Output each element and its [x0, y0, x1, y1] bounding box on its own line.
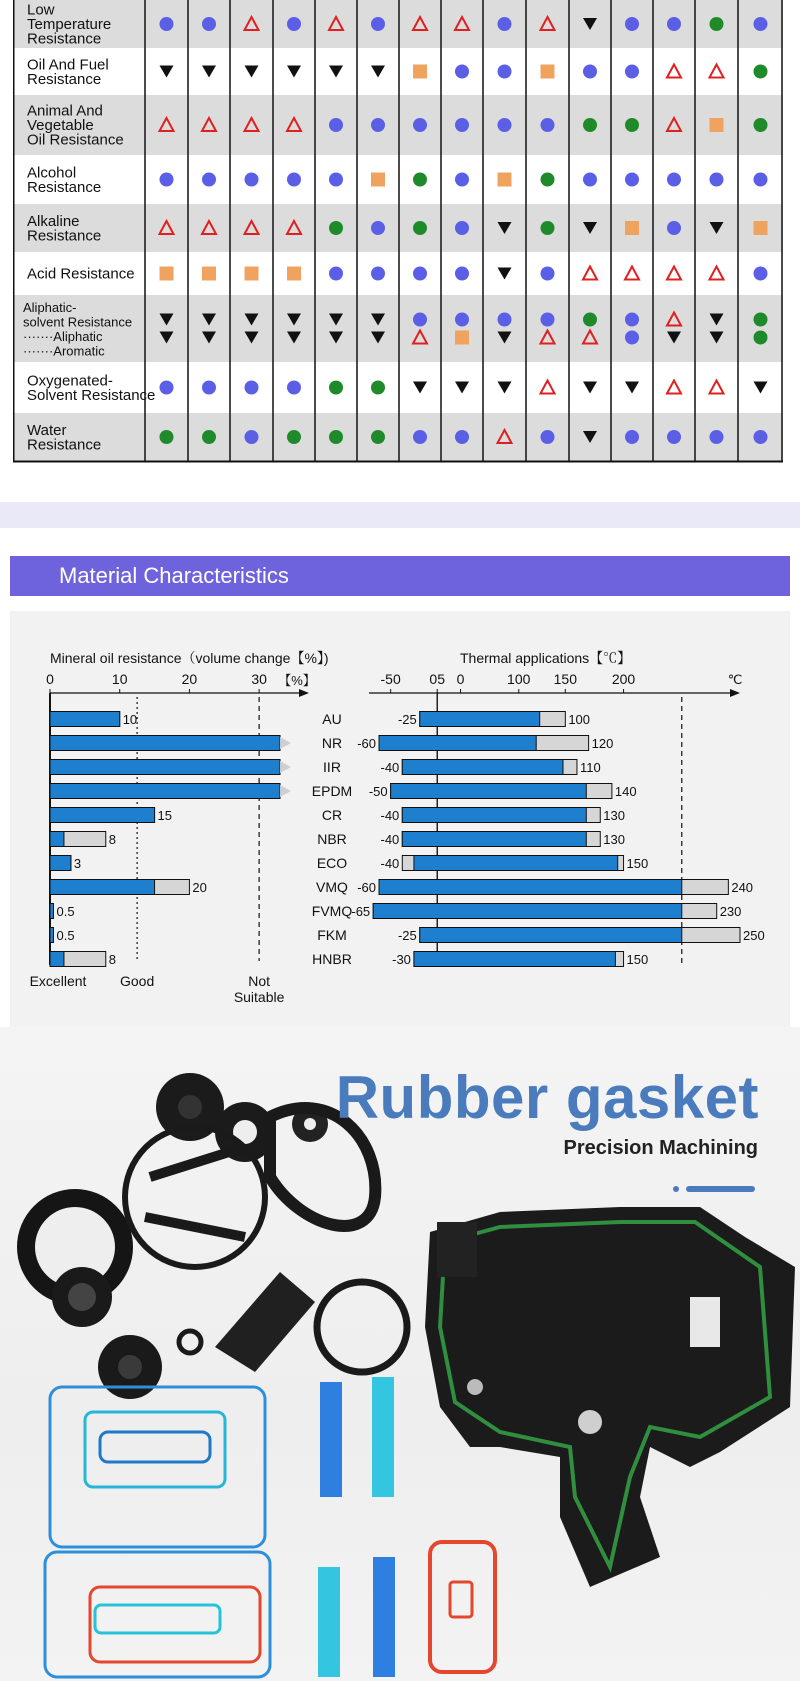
table-symbol	[371, 430, 385, 444]
oil-bar	[50, 784, 280, 799]
row-label: Resistance	[27, 178, 102, 196]
material-label: NBR	[317, 831, 347, 847]
thermal-max-label: 130	[603, 832, 625, 847]
thermal-bar-fill	[414, 952, 615, 967]
oil-value-label: 0.5	[56, 928, 75, 943]
table-symbol	[287, 381, 301, 395]
row-label: ·······Aliphatic	[23, 328, 103, 344]
table-symbol	[754, 173, 768, 187]
oil-chart-title: Mineral oil resistance（volume change【%】)	[50, 650, 329, 666]
table-symbol	[498, 65, 512, 79]
thermal-min-label: -60	[357, 880, 376, 895]
oil-axis-arrow	[299, 689, 309, 697]
table-symbol	[667, 430, 681, 444]
oil-bar-fill	[50, 712, 120, 727]
material-label: CR	[321, 807, 343, 823]
section-title: Material Characteristics	[59, 563, 289, 588]
material-label: ECO	[316, 855, 348, 871]
row-label: Resistance	[27, 436, 102, 454]
material-label: VMQ	[316, 879, 348, 895]
thermal-bar-fill	[379, 736, 536, 751]
table-symbol	[455, 65, 469, 79]
row-label: Oil And Fuel	[27, 56, 109, 74]
row-label: solvent Resistance	[23, 314, 133, 330]
thermal-tick-label: 200	[611, 671, 636, 687]
row-label: Alkaline	[27, 212, 80, 230]
thermal-bar-fill	[420, 712, 540, 727]
table-symbol	[202, 381, 216, 395]
section-header	[10, 556, 790, 596]
product-banner	[0, 1027, 800, 1681]
table-symbol	[371, 118, 385, 132]
table-symbol	[625, 313, 639, 327]
thermal-bar-fill	[391, 784, 587, 799]
thermal-min-label: -40	[380, 856, 400, 871]
table-symbol	[583, 118, 597, 132]
thermal-max-label: 100	[568, 712, 591, 727]
oil-tick-label: 10	[111, 671, 128, 687]
row-label: Resistance	[27, 70, 102, 88]
table-symbol	[329, 381, 343, 395]
thermal-bar-fill	[402, 832, 586, 847]
oil-value-label: 3	[73, 856, 82, 871]
table-symbol	[287, 173, 301, 187]
table-symbol	[754, 331, 768, 345]
oil-bar	[50, 736, 280, 751]
thermal-tick-label: 100	[507, 671, 531, 687]
thermal-max-label: 230	[719, 904, 742, 919]
table-symbol	[625, 221, 639, 235]
oil-bar-fill	[50, 856, 71, 871]
table-symbol	[413, 118, 427, 132]
thermal-min-label: -25	[397, 928, 417, 943]
oil-bar-fill	[50, 952, 64, 967]
table-symbol	[498, 313, 512, 327]
table-symbol	[371, 173, 385, 187]
table-symbol	[541, 267, 555, 281]
table-symbol	[287, 430, 301, 444]
table-symbol	[625, 331, 639, 345]
thermal-tick-label: 0	[456, 671, 465, 687]
table-symbol	[625, 17, 639, 31]
row-label: ·······Aromatic	[23, 343, 105, 359]
promo-title: Rubber gasket	[335, 1064, 759, 1131]
table-symbol	[498, 118, 512, 132]
table-symbol	[160, 430, 174, 444]
thermal-max-label: 150	[626, 952, 649, 967]
table-symbol	[287, 17, 301, 31]
table-symbol	[754, 267, 768, 281]
material-characteristics-panel	[10, 611, 790, 1027]
table-symbol	[202, 430, 216, 444]
table-symbol	[583, 313, 597, 327]
oil-tick-label: 20	[181, 671, 198, 687]
table-symbol	[498, 173, 512, 187]
oil-value-label: 0.5	[56, 904, 75, 919]
table-row	[13, 95, 783, 155]
thermal-bar-fill	[420, 928, 682, 943]
thermal-bar-fill	[414, 856, 618, 871]
thermal-min-label: -40	[380, 760, 400, 775]
material-label: HNBR	[312, 951, 352, 967]
thermal-tick-label: 150	[553, 671, 578, 687]
table-symbol	[329, 430, 343, 444]
oil-value-label: 20	[192, 880, 207, 895]
thermal-min-label: -40	[380, 832, 400, 847]
blue-combs	[318, 1377, 395, 1677]
table-symbol	[541, 118, 555, 132]
table-symbol	[202, 173, 216, 187]
oil-overflow-arrow	[280, 761, 291, 773]
thermal-bar-fill	[402, 760, 563, 775]
table-symbol	[455, 267, 469, 281]
table-symbol	[583, 65, 597, 79]
table-symbol	[710, 17, 724, 31]
thermal-chart-title: Thermal applications【℃】	[460, 650, 632, 666]
oil-tick-label: 0	[46, 671, 54, 687]
table-symbol	[498, 17, 512, 31]
row-label: Low	[27, 1, 55, 19]
table-symbol	[455, 313, 469, 327]
resistance-table	[13, 0, 783, 464]
table-symbol	[413, 173, 427, 187]
table-symbol	[202, 17, 216, 31]
table-symbol	[329, 118, 343, 132]
thermal-max-label: 120	[591, 736, 614, 751]
table-symbol	[413, 430, 427, 444]
table-symbol	[413, 65, 427, 79]
oil-value-label: 15	[157, 808, 173, 823]
thermal-max-label: 240	[731, 880, 754, 895]
table-symbol	[455, 430, 469, 444]
table-symbol	[287, 267, 301, 281]
table-symbol	[667, 173, 681, 187]
row-label: Resistance	[27, 30, 102, 48]
thermal-axis-arrow	[730, 689, 740, 697]
material-label: EPDM	[311, 783, 353, 799]
engine-cover	[425, 1207, 795, 1587]
oil-value-label: 8	[108, 832, 116, 847]
table-symbol	[754, 313, 768, 327]
oil-bar-fill	[50, 904, 53, 919]
zone-label: Suitable	[233, 989, 285, 1005]
table-symbol	[625, 173, 639, 187]
row-label: Resistance	[27, 227, 102, 245]
table-symbol	[583, 173, 597, 187]
table-symbol	[245, 381, 259, 395]
material-label: AU	[322, 711, 342, 727]
table-symbol	[541, 313, 555, 327]
oil-overflow-arrow	[280, 737, 291, 749]
table-symbol	[754, 118, 768, 132]
oil-bar-fill	[50, 928, 53, 943]
table-symbol	[329, 267, 343, 281]
thermal-min-label: -30	[392, 952, 411, 967]
oil-bar-fill	[50, 880, 155, 895]
table-symbol	[160, 173, 174, 187]
material-label: IIR	[323, 759, 341, 775]
oil-bar	[50, 760, 280, 775]
thermal-min-label: -50	[368, 784, 388, 799]
table-symbol	[371, 221, 385, 235]
table-symbol	[371, 267, 385, 281]
material-label: FVMQ	[311, 903, 353, 919]
thermal-max-label: 140	[614, 784, 637, 799]
thermal-min-label: -65	[351, 904, 371, 919]
table-symbol	[371, 381, 385, 395]
table-symbol	[160, 267, 174, 281]
table-symbol	[160, 381, 174, 395]
oil-tick-label: 30	[251, 671, 267, 687]
table-symbol	[329, 221, 343, 235]
table-symbol	[245, 430, 259, 444]
accent-dot	[673, 1186, 679, 1192]
table-symbol	[667, 221, 681, 235]
accent-line	[686, 1186, 755, 1192]
table-symbol	[202, 267, 216, 281]
row-label: Aliphatic-	[23, 299, 77, 315]
thermal-max-label: 130	[603, 808, 625, 823]
table-symbol	[541, 65, 555, 79]
table-symbol	[329, 173, 343, 187]
oil-value-label: 10	[122, 712, 138, 727]
table-symbol	[455, 173, 469, 187]
thermal-min-label: -40	[380, 808, 400, 823]
section-divider	[0, 502, 800, 528]
table-symbol	[455, 118, 469, 132]
thermal-tick-label: 05	[429, 671, 446, 687]
thermal-min-label: -25	[397, 712, 417, 727]
thermal-unit-label: ℃	[727, 672, 743, 687]
table-symbol	[541, 173, 555, 187]
table-symbol	[667, 17, 681, 31]
colored-gaskets	[45, 1387, 495, 1677]
table-symbol	[541, 221, 555, 235]
row-label: Water	[27, 421, 67, 439]
table-symbol	[413, 267, 427, 281]
thermal-min-label: -60	[357, 736, 376, 751]
thermal-max-label: 110	[579, 760, 601, 775]
table-symbol	[710, 430, 724, 444]
table-symbol	[455, 331, 469, 345]
material-label: FKM	[317, 927, 347, 943]
table-symbol	[541, 430, 555, 444]
promo-subtitle: Precision Machining	[563, 1137, 758, 1159]
table-symbol	[625, 118, 639, 132]
oil-value-label: 8	[108, 952, 116, 967]
row-label: Temperature	[27, 16, 112, 33]
zone-label: Excellent	[29, 973, 87, 989]
table-symbol	[754, 17, 768, 31]
oil-unit-label: 【%】	[278, 673, 316, 688]
thermal-tick-label: -50	[380, 671, 401, 687]
table-symbol	[455, 221, 469, 235]
table-symbol	[754, 221, 768, 235]
oil-bar-fill	[50, 832, 64, 847]
table-symbol	[245, 267, 259, 281]
zone-label: Good	[120, 973, 155, 989]
thermal-bar-fill	[373, 904, 682, 919]
row-label: Oil Resistance	[27, 131, 124, 149]
oil-overflow-arrow	[280, 785, 291, 797]
row-label: Alcohol	[27, 164, 77, 182]
row-label: Animal And	[27, 102, 103, 120]
table-row	[13, 48, 783, 95]
table-symbol	[625, 430, 639, 444]
table-symbol	[710, 173, 724, 187]
table-symbol	[754, 430, 768, 444]
thermal-max-label: 150	[626, 856, 649, 871]
table-symbol	[245, 173, 259, 187]
row-label: Acid Resistance	[27, 265, 135, 283]
zone-label: Not	[248, 973, 271, 989]
table-symbol	[413, 221, 427, 235]
row-label: Solvent Resistance	[27, 386, 156, 404]
table-symbol	[413, 313, 427, 327]
material-label: NR	[321, 735, 343, 751]
table-symbol	[160, 17, 174, 31]
thermal-bar-fill	[379, 880, 682, 895]
thermal-bar-fill	[402, 808, 586, 823]
oil-bar-fill	[50, 808, 155, 823]
table-symbol	[625, 65, 639, 79]
row-label: Oxygenated-	[27, 372, 113, 390]
thermal-max-label: 250	[743, 928, 765, 943]
material-charts	[10, 611, 790, 1027]
table-symbol	[710, 118, 724, 132]
row-label: Vegetable	[27, 117, 94, 134]
table-symbol	[371, 17, 385, 31]
table-symbol	[754, 65, 768, 79]
